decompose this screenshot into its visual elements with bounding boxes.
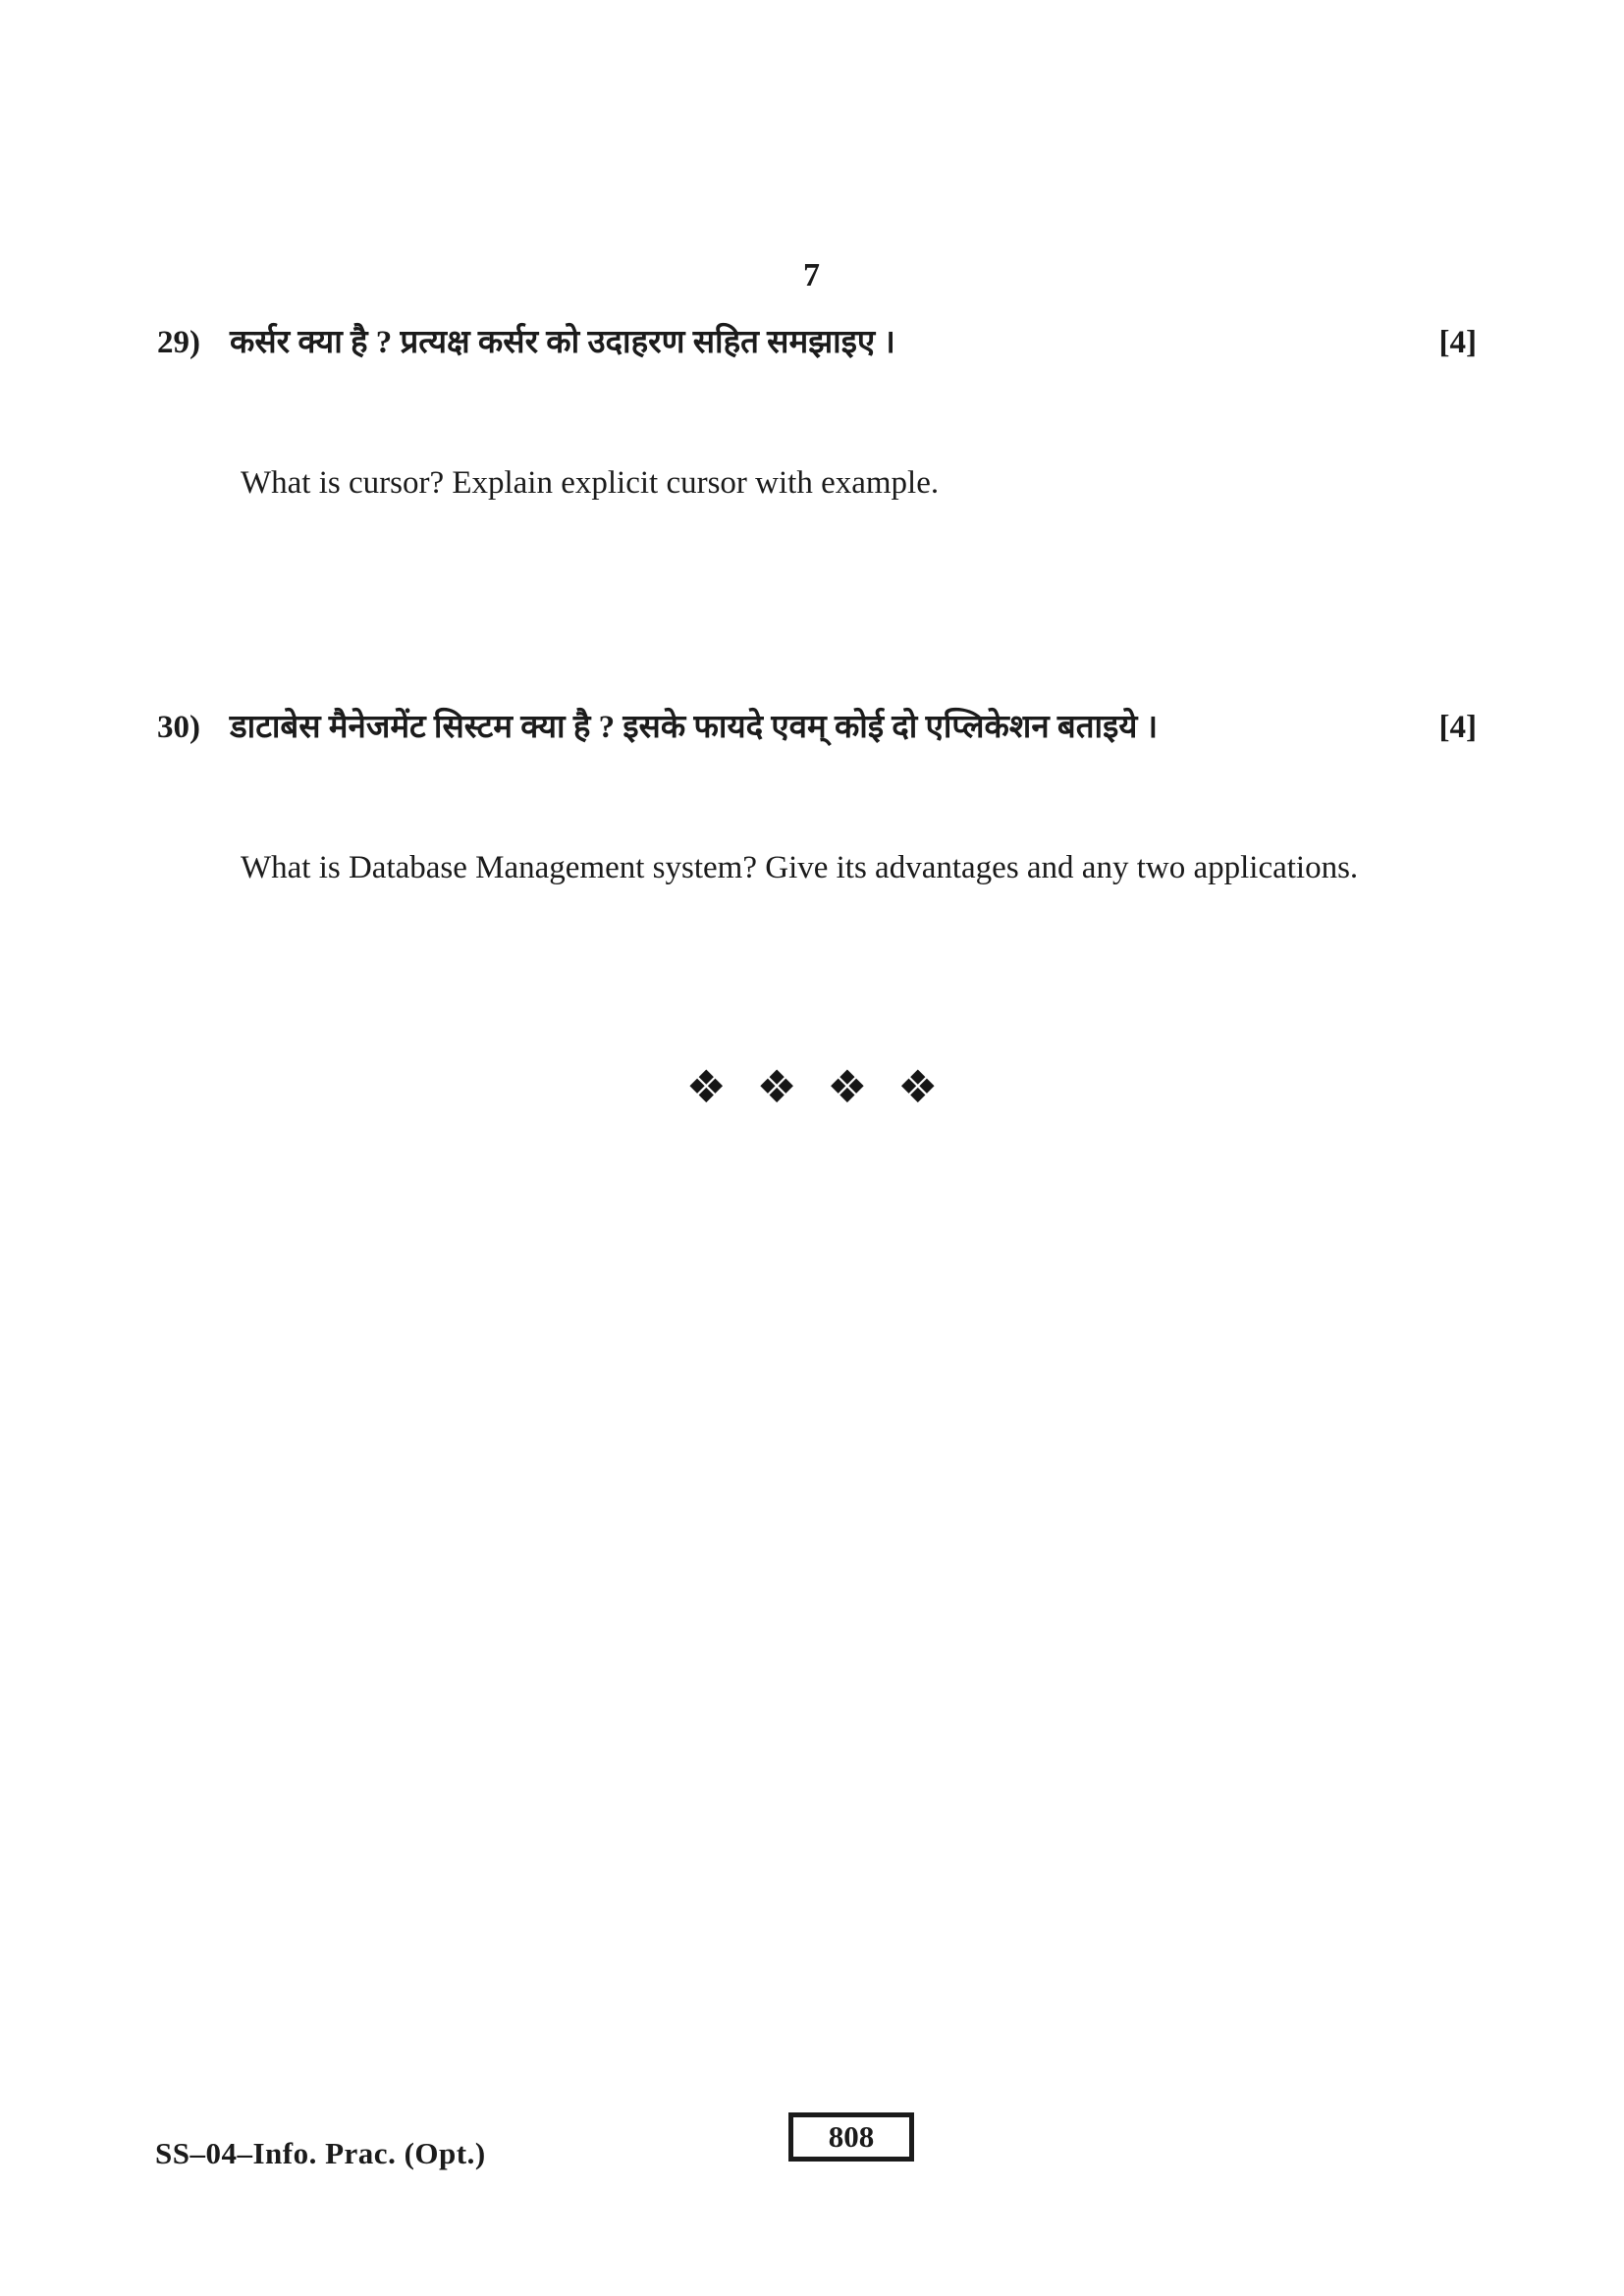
question-30-heading xyxy=(157,705,1477,750)
question-30 xyxy=(157,705,1477,895)
end-of-paper-diamond-ornament: ❖ ❖ ❖ ❖ xyxy=(685,1060,939,1113)
question-29 xyxy=(157,320,1477,510)
question-30-marks: [4] xyxy=(1438,710,1477,745)
page-number: 7 xyxy=(803,257,821,294)
question-29-number: 29) xyxy=(157,325,200,360)
question-29-text-english: What is cursor? Explain explicit cursor with example. xyxy=(241,465,940,501)
footer-booklet-code-box xyxy=(788,2112,914,2162)
question-29-heading xyxy=(157,320,1477,365)
question-29-text-hindi: कर्सर क्या है ? प्रत्यक्ष कर्सर को उदाहरण सहित समझाइए । xyxy=(230,325,895,360)
footer-paper-code: SS–04–Info. Prac. (Opt.) xyxy=(155,2136,486,2170)
question-30-text-hindi: डाटाबेस मैनेजमेंट सिस्टम क्या है ? इसके फायदे एवम् कोई दो एप्लिकेशन बताइये । xyxy=(230,710,1159,745)
question-30-text-english: What is Database Management system? Give its advantages and any two applications. xyxy=(241,850,1359,885)
question-30-number: 30) xyxy=(157,710,200,745)
question-29-marks: [4] xyxy=(1438,325,1477,360)
footer-booklet-code: 808 xyxy=(828,2119,875,2154)
